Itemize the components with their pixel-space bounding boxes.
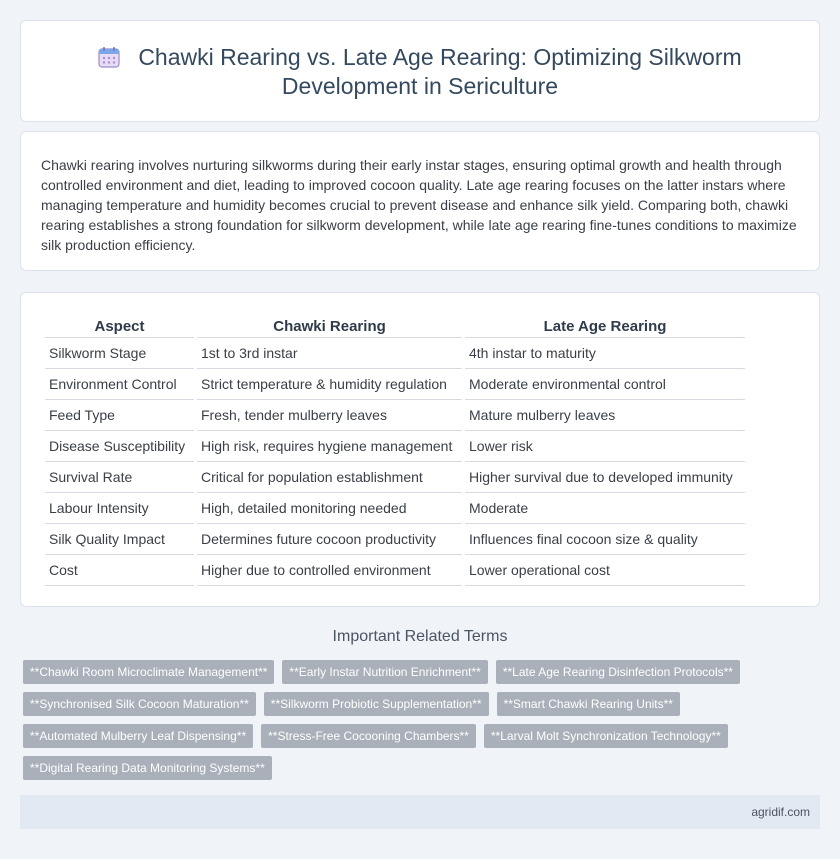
late-age-cell: Moderate environmental control [465,369,745,400]
aspect-cell: Labour Intensity [45,493,194,524]
related-term-tag[interactable]: **Larval Molt Synchronization Technology** [484,724,728,748]
table-row [45,524,745,555]
late-age-cell: Mature mulberry leaves [465,400,745,431]
related-term-tag[interactable]: **Stress-Free Cocooning Chambers** [261,724,476,748]
title-card [20,20,820,122]
table-row [45,400,745,431]
summary-text: Chawki rearing involves nurturing silkworms during their early instar stages, ensuring optimal growth and health through controlled environment and diet, leading to improved cocoon quality. Late age rearing focuses on the latter instars where managing temperature and humidity becomes crucial to prevent disease and enhance silk yield. Comparing both, chawki rearing establishes a strong foundation for silkworm development, while late age rearing fine-tunes conditions to maximize silk production efficiency. [41,157,797,253]
table-row [45,462,745,493]
chawki-cell: Critical for population establishment [197,462,462,493]
header-chawki: Chawki Rearing [197,316,462,338]
table-row [45,369,745,400]
related-term-tag[interactable]: **Early Instar Nutrition Enrichment** [282,660,487,684]
related-term-tag[interactable]: **Silkworm Probiotic Supplementation** [264,692,489,716]
aspect-cell: Feed Type [45,400,194,431]
title-line-1: Chawki Rearing vs. Late Age Rearing: Optimizing Silkworm [138,44,742,70]
related-term-tag[interactable]: **Late Age Rearing Disinfection Protocols** [496,660,740,684]
page-title [21,43,819,101]
comparison-table-card [20,292,820,607]
table-row [45,493,745,524]
chawki-cell: High risk, requires hygiene management [197,431,462,462]
related-term-tag[interactable]: **Smart Chawki Rearing Units** [497,692,680,716]
aspect-cell: Survival Rate [45,462,194,493]
calendar-icon [98,46,120,68]
related-terms-list [23,660,803,780]
table-row [45,555,745,586]
late-age-cell: Higher survival due to developed immunity [465,462,745,493]
chawki-cell: 1st to 3rd instar [197,338,462,369]
comparison-table [42,316,748,586]
header-late-age: Late Age Rearing [465,316,745,338]
aspect-cell: Cost [45,555,194,586]
related-term-tag[interactable]: **Synchronised Silk Cocoon Maturation** [23,692,256,716]
footer [20,795,820,829]
late-age-cell: Moderate [465,493,745,524]
related-terms-title: Important Related Terms [332,628,508,645]
chawki-cell: High, detailed monitoring needed [197,493,462,524]
title-line-2: Development in Sericulture [281,73,559,99]
chawki-cell: Fresh, tender mulberry leaves [197,400,462,431]
table-row [45,431,745,462]
late-age-cell: 4th instar to maturity [465,338,745,369]
aspect-cell: Environment Control [45,369,194,400]
related-term-tag[interactable]: **Digital Rearing Data Monitoring Systems** [23,756,272,780]
aspect-cell: Silk Quality Impact [45,524,194,555]
late-age-cell: Lower operational cost [465,555,745,586]
chawki-cell: Determines future cocoon productivity [197,524,462,555]
chawki-cell: Higher due to controlled environment [197,555,462,586]
late-age-cell: Lower risk [465,431,745,462]
footer-site-link[interactable]: agridif.com [751,805,810,819]
summary-card [20,131,820,271]
related-term-tag[interactable]: **Chawki Room Microclimate Management** [23,660,274,684]
related-term-tag[interactable]: **Automated Mulberry Leaf Dispensing** [23,724,253,748]
chawki-cell: Strict temperature & humidity regulation [197,369,462,400]
table-row [45,338,745,369]
table-header-row [45,316,745,338]
late-age-cell: Influences final cocoon size & quality [465,524,745,555]
aspect-cell: Silkworm Stage [45,338,194,369]
aspect-cell: Disease Susceptibility [45,431,194,462]
header-aspect: Aspect [45,316,194,338]
